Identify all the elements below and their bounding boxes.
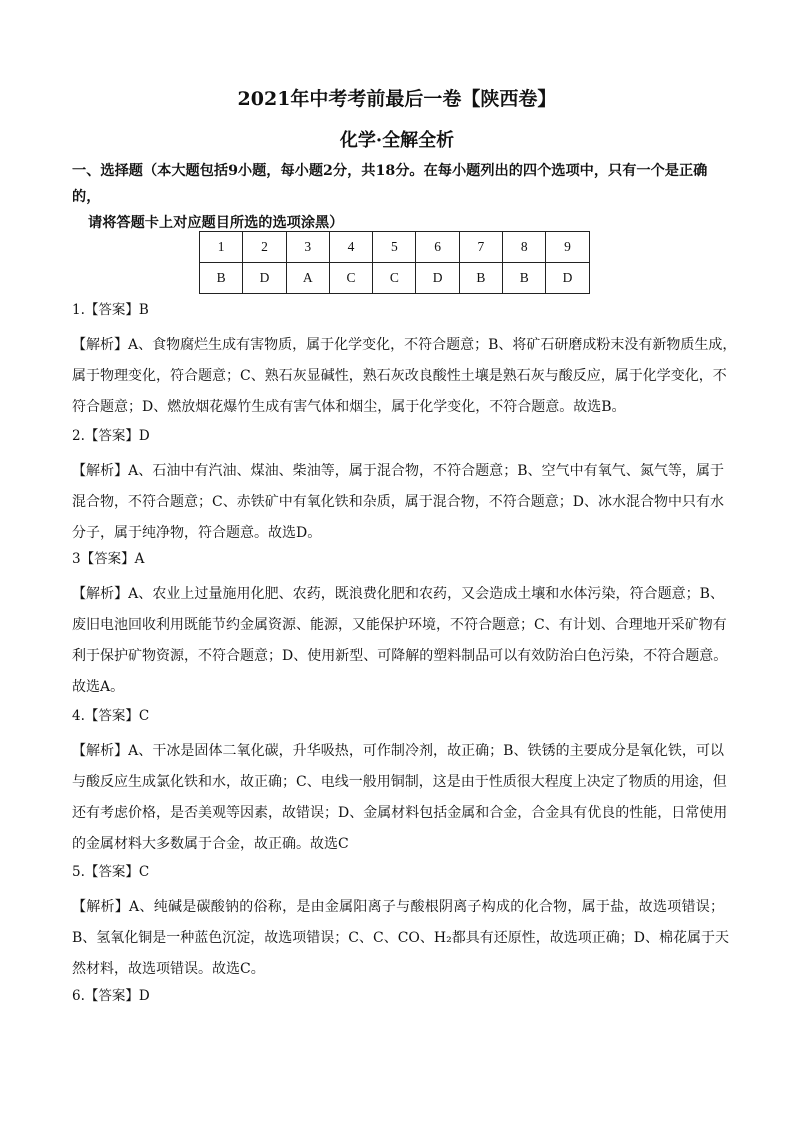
question-number-cell: 6: [416, 232, 459, 263]
explanation-line: 符合题意；D、燃放烟花爆竹生成有害气体和烟尘，属于化学变化，不符合题意。故选B。: [72, 399, 626, 415]
section-heading-line-1: 一、选择题（本大题包括9小题，每小题2分，共18分。在每小题列出的四个选项中，只有一个是正确的，: [72, 163, 708, 205]
explanation-line: 的金属材料大多数属于合金，故正确。故选C: [72, 836, 349, 852]
question-number-cell: 2: [243, 232, 286, 263]
answer-table-number-row: [200, 232, 590, 263]
answer-label: 2.【答案】D: [72, 428, 150, 444]
explanation-paragraph: [72, 330, 737, 423]
question-number-cell: 3: [286, 232, 329, 263]
explanation-line: 【解析】A、食物腐烂生成有害物质，属于化学变化，不符合题意；B、将矿石研磨成粉末没有新物质生成，: [72, 337, 737, 353]
explanation-line: 【解析】A、石油中有汽油、煤油、柴油等，属于混合物，不符合题意；B、空气中有氧气、氮气等，属于: [72, 463, 724, 479]
explanation-line: 【解析】A、农业上过量施用化肥、农药，既浪费化肥和农药，又会造成土壤和水体污染，符合题意；B、: [72, 586, 724, 602]
explanation-paragraph: [72, 892, 729, 985]
explanation-line: 与酸反应生成氯化铁和水，故正确；C、电线一般用铜制，这是由于性质很大程度上决定了物质的用途，但: [72, 774, 727, 790]
answer-cell: B: [503, 263, 546, 294]
answer-cell: B: [200, 263, 243, 294]
explanation-line: 混合物，不符合题意；C、赤铁矿中有氧化铁和杂质，属于混合物，不符合题意；D、冰水混合物中只有水: [72, 494, 724, 510]
explanation-paragraph: [72, 579, 728, 703]
explanation-line: 然材料，故选项错误。故选C。: [72, 961, 265, 977]
answer-cell: D: [546, 263, 589, 294]
explanation-line: 利于保护矿物资源，不符合题意；D、使用新型、可降解的塑料制品可以有效防治白色污染，不符合题意。: [72, 648, 728, 664]
section-heading: [72, 158, 732, 236]
answer-cell: D: [243, 263, 286, 294]
section-heading-line-2: 请将答题卡上对应题目所选的选项涂黑）: [88, 215, 344, 231]
question-number-cell: 9: [546, 232, 589, 263]
answer-cell: C: [329, 263, 372, 294]
page-subtitle: 化学·全解全析: [339, 130, 455, 151]
answer-cell: B: [459, 263, 502, 294]
question-number-cell: 7: [459, 232, 502, 263]
answer-label: 5.【答案】C: [72, 864, 150, 880]
explanation-line: 废旧电池回收利用既能节约金属资源、能源，又能保护环境，不符合题意；C、有计划、合理地开采矿物有: [72, 617, 727, 633]
explanation-line: 故选A。: [72, 679, 125, 695]
explanation-paragraph: [72, 736, 728, 860]
question-number-cell: 1: [200, 232, 243, 263]
explanation-line: 【解析】A、纯碱是碳酸钠的俗称，是由金属阳离子与酸根阴离子构成的化合物，属于盐，故选项错误；: [72, 899, 724, 915]
explanation-line: B、氢氧化铜是一种蓝色沉淀，故选项错误；C、C、CO、H₂都具有还原性，故选项正确；D、棉花属于天: [72, 930, 729, 946]
explanation-line: 还有考虑价格，是否美观等因素，故错误；D、金属材料包括金属和合金，合金具有优良的性能，日常使用: [72, 805, 728, 821]
page-title: 2021年中考考前最后一卷【陕西卷】: [237, 88, 557, 110]
question-number-cell: 4: [329, 232, 372, 263]
explanation-line: 属于物理变化，符合题意；C、熟石灰显碱性，熟石灰改良酸性土壤是熟石灰与酸反应，属于化学变化，不: [72, 368, 727, 384]
answer-label: 1.【答案】B: [72, 302, 149, 318]
answer-cell: D: [416, 263, 459, 294]
answer-label: 4.【答案】C: [72, 708, 150, 724]
explanation-line: 分子，属于纯净物，符合题意。故选D。: [72, 525, 322, 541]
question-number-cell: 5: [373, 232, 416, 263]
explanation-line: 【解析】A、干冰是固体二氧化碳，升华吸热，可作制冷剂，故正确；B、铁锈的主要成分是氧化铁，可以: [72, 743, 724, 759]
answer-cell: C: [373, 263, 416, 294]
answer-cell: A: [286, 263, 329, 294]
answer-table-answer-row: [200, 263, 590, 294]
answer-label: 6.【答案】D: [72, 988, 150, 1004]
answer-label: 3【答案】A: [72, 551, 145, 567]
question-number-cell: 8: [503, 232, 546, 263]
explanation-paragraph: [72, 456, 724, 549]
answer-table: [199, 231, 590, 294]
